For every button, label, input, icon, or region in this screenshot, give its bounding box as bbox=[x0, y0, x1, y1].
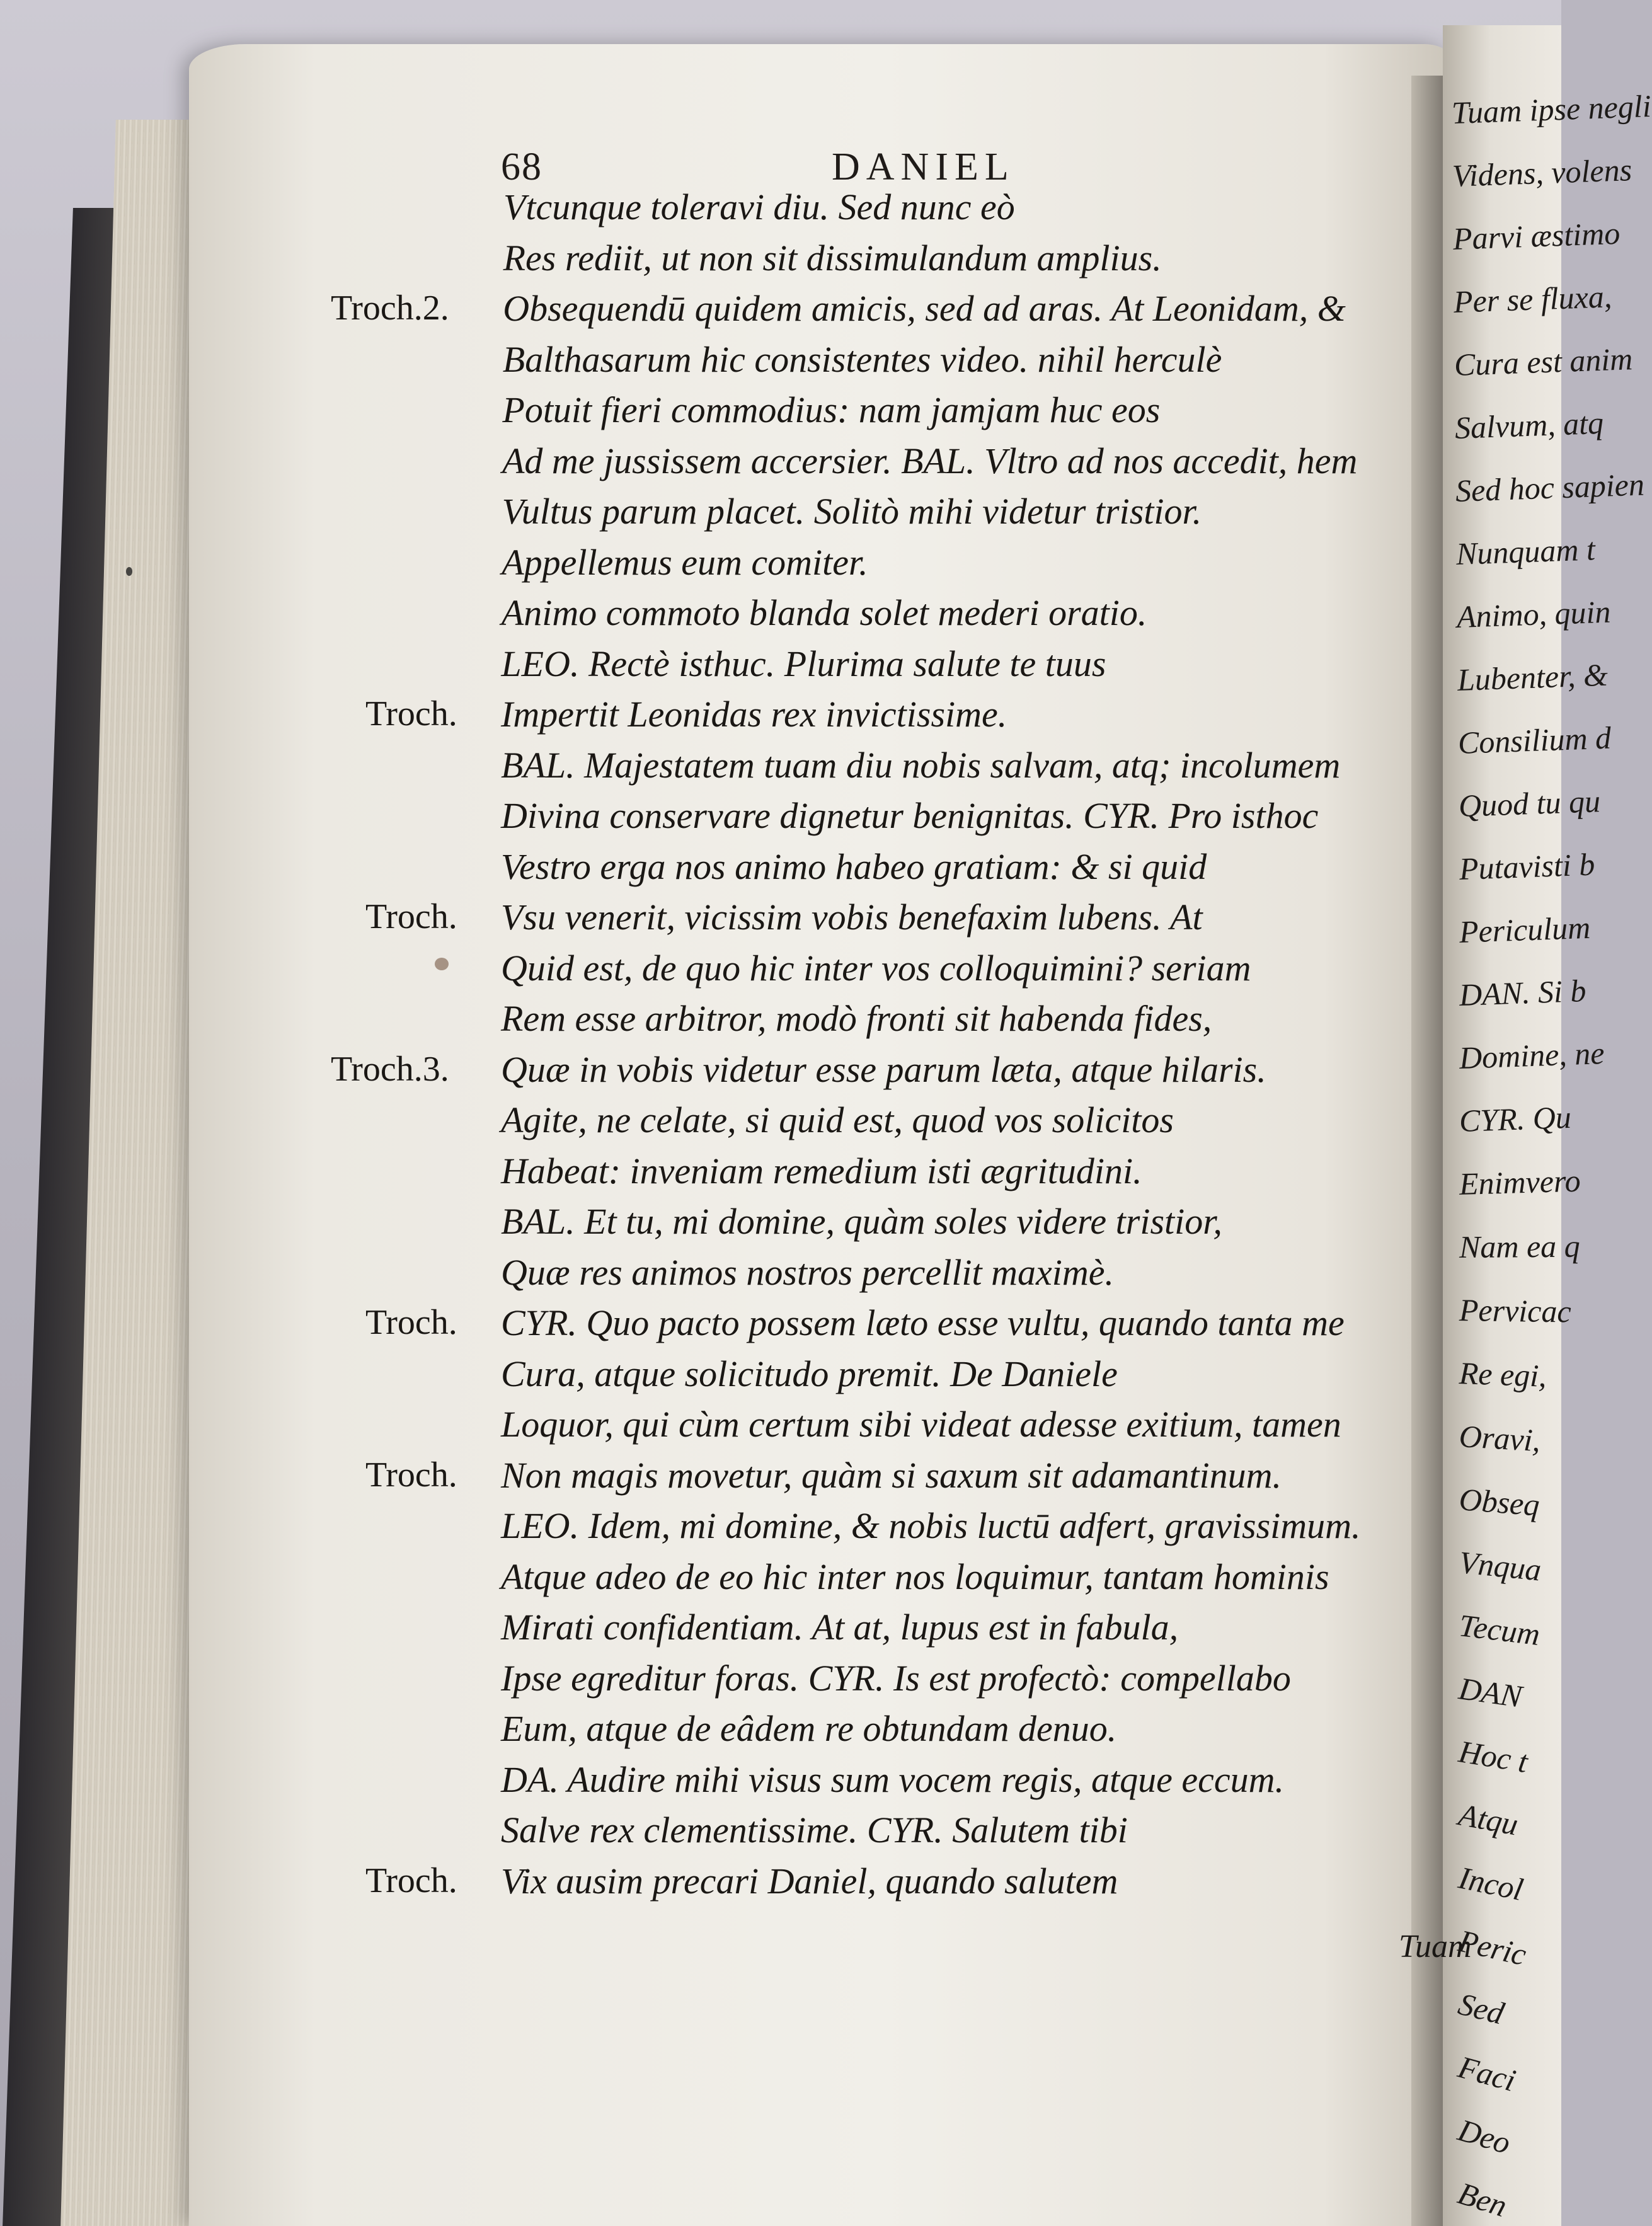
right-page-fragment: Ben bbox=[1454, 2175, 1511, 2224]
verse-line: Vestro erga nos animo habeo gratiam: & si quid bbox=[501, 846, 1207, 887]
right-page-fragment: Sed bbox=[1455, 1985, 1508, 2031]
verse-line: Rem esse arbitror, modò fronti sit habenda fides, bbox=[501, 998, 1212, 1039]
verse-line: Quæ res animos nostros percellit maximè. bbox=[501, 1251, 1115, 1293]
verse-line: CYR. Quo pacto possem læto esse vultu, quando tanta me bbox=[501, 1302, 1345, 1343]
right-page-fragment: CYR. Qu bbox=[1459, 1099, 1572, 1139]
margin-note: Troch. bbox=[365, 897, 457, 936]
verse-line: Agite, ne celate, si quid est, quod vos solicitos bbox=[501, 1099, 1174, 1140]
verse-line: Vultus parum placet. Solitò mihi videtur tristior. bbox=[502, 491, 1202, 532]
right-page-fragment: Periculum bbox=[1459, 909, 1592, 949]
verse-line: Obsequendū quidem amicis, sed ad aras. At Leonidam, & bbox=[503, 288, 1346, 329]
catchword: Tuam bbox=[1399, 1929, 1472, 1965]
right-page-fragment: Salvum, atq bbox=[1454, 404, 1604, 445]
margin-note: Troch. bbox=[365, 1861, 457, 1900]
right-page-fragment: Quod tu qu bbox=[1458, 783, 1601, 823]
verse-line: Quid est, de quo hic inter vos colloquimini? seriam bbox=[501, 947, 1251, 989]
verse-line: Cura, atque solicitudo premit. De Daniele bbox=[501, 1353, 1118, 1394]
verse-line: Animo commoto blanda solet mederi oratio. bbox=[501, 592, 1147, 633]
verse-line: Divina conservare dignetur benignitas. CYR. Pro isthoc bbox=[501, 795, 1319, 836]
right-page-fragment: Domine, ne bbox=[1459, 1035, 1605, 1076]
verse-line: DA. Audire mihi visus sum vocem regis, atque eccum. bbox=[501, 1758, 1284, 1800]
verse-line: Vix ausim precari Daniel, quando salutem bbox=[501, 1860, 1118, 1902]
verse-line: Ipse egreditur foras. CYR. Is est profectò: compellabo bbox=[501, 1657, 1291, 1699]
verse-line: Impertit Leonidas rex invictissime. bbox=[501, 694, 1007, 735]
right-page-fragment: Per se fluxa, bbox=[1453, 278, 1613, 319]
right-page-fragment: Vnqua bbox=[1457, 1544, 1543, 1588]
verse-line: Non magis movetur, quàm si saxum sit adamantinum. bbox=[501, 1454, 1282, 1496]
right-page-fragment: Videns, volens bbox=[1452, 152, 1632, 193]
right-page-fragment: Tuam ipse negli bbox=[1451, 88, 1652, 130]
verse-line: BAL. Et tu, mi domine, quàm soles videre tristior, bbox=[501, 1201, 1222, 1242]
paper-blemish bbox=[435, 958, 449, 970]
verse-line: Vsu venerit, vicissim vobis benefaxim lubens. At bbox=[501, 897, 1203, 938]
verse-line: Atque adeo de eo hic inter nos loquimur, tantam hominis bbox=[501, 1556, 1329, 1597]
right-page-fragment: Faci bbox=[1454, 2048, 1520, 2099]
right-page-fragment: Lubenter, & bbox=[1457, 657, 1609, 697]
verse-line: Salve rex clementissime. CYR. Salutem tibi bbox=[501, 1810, 1128, 1850]
right-page-fragment: Oravi, bbox=[1458, 1418, 1542, 1459]
paper-blemish bbox=[126, 567, 132, 576]
verse-line: Vtcunque toleravi diu. Sed nunc eò bbox=[503, 186, 1015, 227]
right-page-fragment: Parvi æstimo bbox=[1452, 215, 1621, 256]
right-page-fragment: Nunquam t bbox=[1455, 531, 1596, 571]
margin-note: Troch. bbox=[365, 1455, 457, 1495]
right-page-fragment: DAN bbox=[1457, 1670, 1524, 1714]
right-page-fragment: Sed hoc sapien bbox=[1455, 466, 1645, 508]
running-title: DANIEL bbox=[832, 146, 1015, 188]
right-page-fragment: Consilium d bbox=[1457, 720, 1612, 760]
verse-line: Quæ in vobis videtur esse parum læta, atque hilaris. bbox=[501, 1048, 1266, 1090]
right-page-fragment: Cura est anim bbox=[1454, 341, 1634, 382]
right-page-fragment: Enimvero bbox=[1459, 1162, 1581, 1202]
margin-note: Troch.2. bbox=[331, 289, 449, 328]
margin-note: Troch. bbox=[365, 694, 457, 733]
right-page-fragment: Re egi, bbox=[1459, 1355, 1547, 1394]
right-page-fragment: Hoc t bbox=[1456, 1733, 1530, 1780]
verse-line: Res rediit, ut non sit dissimulandum amplius. bbox=[503, 237, 1162, 278]
verse-line: LEO. Idem, mi domine, & nobis luctū adfert, gravissimum. bbox=[501, 1505, 1361, 1546]
margin-note: Troch.3. bbox=[331, 1049, 449, 1089]
verse-line: Eum, atque de eâdem re obtundam denuo. bbox=[501, 1708, 1117, 1749]
verse-line: LEO. Rectè isthuc. Plurima salute te tuus bbox=[501, 643, 1106, 684]
right-page-fragment: Putavisti b bbox=[1459, 846, 1596, 886]
right-page-fragment: Incol bbox=[1455, 1859, 1527, 1908]
right-page-fragment: Tecum bbox=[1457, 1607, 1542, 1653]
right-page-fragment: Animo, quin bbox=[1456, 594, 1612, 634]
verse-line: Habeat: inveniam remedium isti ægritudini. bbox=[501, 1150, 1142, 1191]
right-page-fragment: Atqu bbox=[1455, 1796, 1521, 1842]
margin-note: Troch. bbox=[365, 1303, 457, 1342]
verse-line: Mirati confidentiam. At at, lupus est in fabula, bbox=[501, 1607, 1179, 1648]
verse-line: BAL. Majestatem tuam diu nobis salvam, atq; incolumem bbox=[501, 744, 1341, 786]
verse-line: Loquor, qui cùm certum sibi videat adesse exitium, tamen bbox=[501, 1404, 1341, 1445]
right-page-fragment: Peric bbox=[1455, 1922, 1530, 1973]
right-page-fragment: Obseq bbox=[1457, 1481, 1541, 1523]
right-page-fragment: Pervicac bbox=[1459, 1292, 1572, 1329]
right-page-fragment: DAN. Si b bbox=[1459, 972, 1587, 1013]
page-number: 68 bbox=[501, 146, 542, 188]
verse-line: Balthasarum hic consistentes video. nihil herculè bbox=[502, 338, 1222, 380]
verse-line: Appellemus eum comiter. bbox=[502, 541, 868, 583]
right-page-fragment: Nam ea q bbox=[1459, 1228, 1580, 1265]
right-page bbox=[1443, 25, 1652, 2226]
verse-line: Ad me jussissem accersier. BAL. Vltro ad nos accedit, hem bbox=[502, 440, 1358, 481]
verse-line: Potuit fieri commodius: nam jamjam huc eos bbox=[502, 389, 1161, 430]
right-page-fragment: Deo bbox=[1454, 2112, 1515, 2161]
